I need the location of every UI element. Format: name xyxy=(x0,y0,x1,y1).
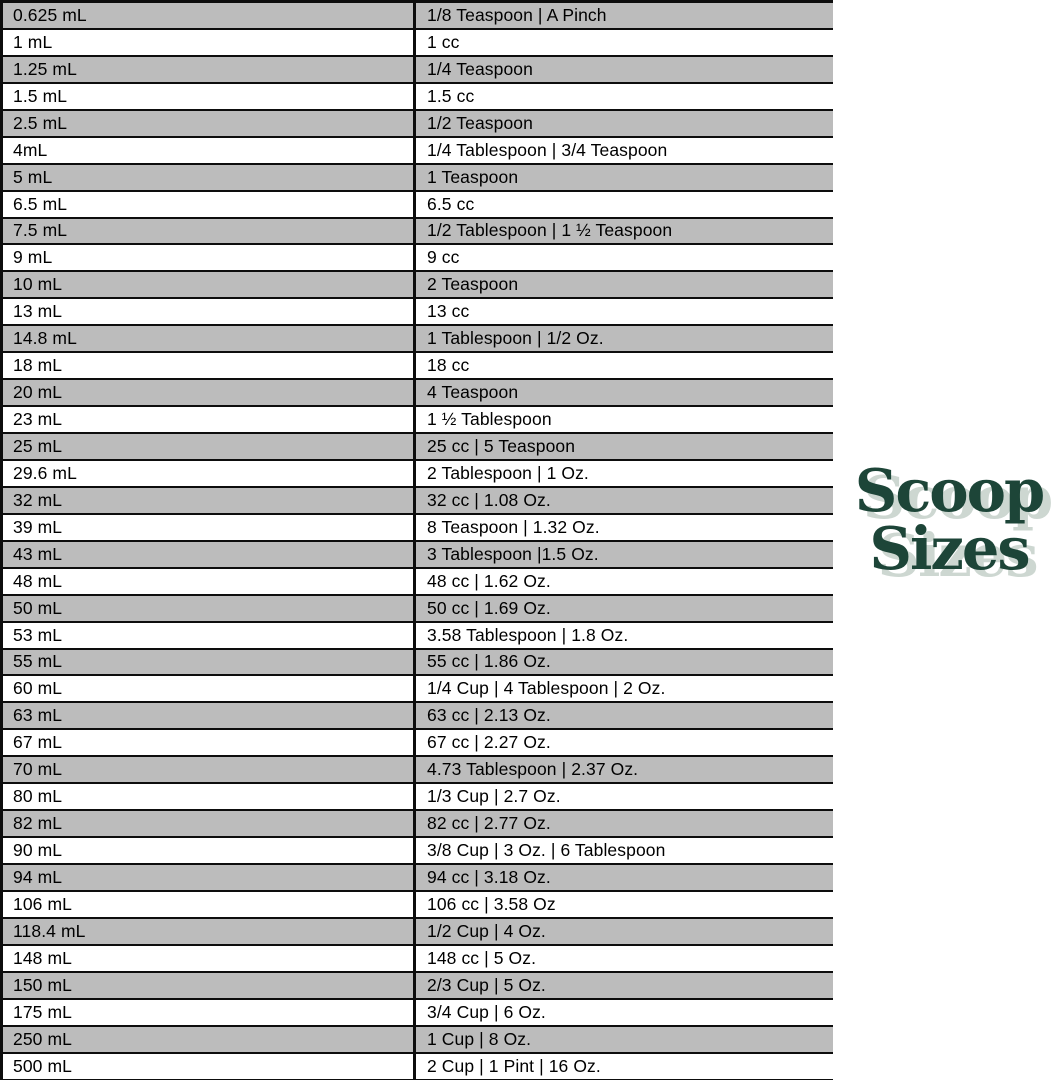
equivalent-cell: 1/2 Teaspoon xyxy=(427,112,533,133)
equivalent-cell: 1/4 Teaspoon xyxy=(427,58,533,79)
equivalent-cell: 1 ½ Tablespoon xyxy=(427,409,552,430)
table-row xyxy=(3,192,833,219)
equivalent-cell: 1 cc xyxy=(427,31,460,52)
ml-cell: 18 mL xyxy=(3,353,416,378)
equivalent-cell: 67 cc | 2.27 Oz. xyxy=(427,732,551,753)
table-row xyxy=(3,380,833,407)
equivalent-cell: 94 cc | 3.18 Oz. xyxy=(427,866,551,887)
ml-cell: 50 mL xyxy=(3,596,416,621)
table-row xyxy=(3,865,833,892)
ml-cell: 500 mL xyxy=(3,1054,416,1079)
table-row xyxy=(3,407,833,434)
table-row xyxy=(3,1000,833,1027)
table-row xyxy=(3,219,833,246)
equivalent-cell: 1/4 Cup | 4 Tablespoon | 2 Oz. xyxy=(427,678,666,699)
equivalent-cell: 4 Teaspoon xyxy=(427,382,519,403)
equivalent-cell: 82 cc | 2.77 Oz. xyxy=(427,813,551,834)
table-row xyxy=(3,299,833,326)
equivalent-cell: 3/4 Cup | 6 Oz. xyxy=(427,1001,546,1022)
table-row xyxy=(3,919,833,946)
ml-cell: 70 mL xyxy=(3,757,416,782)
ml-cell: 148 mL xyxy=(3,946,416,971)
equivalent-cell: 8 Teaspoon | 1.32 Oz. xyxy=(427,516,600,537)
ml-cell: 80 mL xyxy=(3,784,416,809)
table-row xyxy=(3,515,833,542)
table-row xyxy=(3,3,833,30)
equivalent-cell: 32 cc | 1.08 Oz. xyxy=(427,489,551,510)
ml-cell: 1.5 mL xyxy=(3,84,416,109)
ml-cell: 60 mL xyxy=(3,676,416,701)
equivalent-cell: 1/4 Tablespoon | 3/4 Teaspoon xyxy=(427,139,668,160)
ml-cell: 150 mL xyxy=(3,973,416,998)
table-row xyxy=(3,84,833,111)
table-row xyxy=(3,30,833,57)
ml-cell: 1.25 mL xyxy=(3,57,416,82)
ml-cell: 39 mL xyxy=(3,515,416,540)
ml-cell: 10 mL xyxy=(3,272,416,297)
ml-cell: 67 mL xyxy=(3,730,416,755)
ml-cell: 4mL xyxy=(3,138,416,163)
table-row xyxy=(3,892,833,919)
table-row xyxy=(3,676,833,703)
table-row xyxy=(3,784,833,811)
table-row xyxy=(3,57,833,84)
table-row xyxy=(3,703,833,730)
ml-cell: 82 mL xyxy=(3,811,416,836)
equivalent-cell: 50 cc | 1.69 Oz. xyxy=(427,597,551,618)
table-row xyxy=(3,353,833,380)
equivalent-cell: 1 Tablespoon | 1/2 Oz. xyxy=(427,328,604,349)
ml-cell: 53 mL xyxy=(3,623,416,648)
equivalent-cell: 48 cc | 1.62 Oz. xyxy=(427,570,551,591)
ml-cell: 14.8 mL xyxy=(3,326,416,351)
table-row xyxy=(3,326,833,353)
table-row xyxy=(3,730,833,757)
table-row xyxy=(3,542,833,569)
ml-cell: 13 mL xyxy=(3,299,416,324)
table-row xyxy=(3,838,833,865)
equivalent-cell: 1/3 Cup | 2.7 Oz. xyxy=(427,786,561,807)
ml-cell: 90 mL xyxy=(3,838,416,863)
ml-cell: 23 mL xyxy=(3,407,416,432)
table-row xyxy=(3,757,833,784)
table-row xyxy=(3,569,833,596)
ml-cell: 48 mL xyxy=(3,569,416,594)
ml-cell: 1 mL xyxy=(3,30,416,55)
table-row xyxy=(3,488,833,515)
equivalent-cell: 18 cc xyxy=(427,355,470,376)
table-row xyxy=(3,1054,833,1080)
equivalent-cell: 1/8 Teaspoon | A Pinch xyxy=(427,4,607,25)
table-row xyxy=(3,946,833,973)
equivalent-cell: 2 Cup | 1 Pint | 16 Oz. xyxy=(427,1055,601,1076)
equivalent-cell: 25 cc | 5 Teaspoon xyxy=(427,435,576,456)
equivalent-cell: 1 Teaspoon xyxy=(427,166,519,187)
ml-cell: 29.6 mL xyxy=(3,461,416,486)
table-row xyxy=(3,461,833,488)
table-row xyxy=(3,434,833,461)
ml-cell: 94 mL xyxy=(3,865,416,890)
equivalent-cell: 3/8 Cup | 3 Oz. | 6 Tablespoon xyxy=(427,840,666,861)
logo-line-2: Sizes xyxy=(869,514,1029,584)
ml-cell: 9 mL xyxy=(3,245,416,270)
table-row xyxy=(3,165,833,192)
equivalent-cell: 2/3 Cup | 5 Oz. xyxy=(427,974,546,995)
ml-cell: 25 mL xyxy=(3,434,416,459)
equivalent-cell: 1/2 Tablespoon | 1 ½ Teaspoon xyxy=(427,220,673,241)
table-row xyxy=(3,623,833,650)
equivalent-cell: 55 cc | 1.86 Oz. xyxy=(427,651,551,672)
equivalent-cell: 2 Tablespoon | 1 Oz. xyxy=(427,462,589,483)
table-row xyxy=(3,138,833,165)
table-row xyxy=(3,1027,833,1054)
ml-cell: 55 mL xyxy=(3,650,416,675)
table-row xyxy=(3,272,833,299)
equivalent-cell: 2 Teaspoon xyxy=(427,274,519,295)
equivalent-cell: 6.5 cc xyxy=(427,193,475,214)
ml-cell: 250 mL xyxy=(3,1027,416,1052)
ml-cell: 32 mL xyxy=(3,488,416,513)
equivalent-cell: 148 cc | 5 Oz. xyxy=(427,947,537,968)
ml-cell: 20 mL xyxy=(3,380,416,405)
equivalent-cell: 3 Tablespoon |1.5 Oz. xyxy=(427,543,599,564)
equivalent-cell: 9 cc xyxy=(427,247,460,268)
ml-cell: 106 mL xyxy=(3,892,416,917)
ml-cell: 63 mL xyxy=(3,703,416,728)
logo-line-1: Scoop xyxy=(854,456,1044,525)
table-row xyxy=(3,973,833,1000)
equivalent-cell: 1.5 cc xyxy=(427,85,475,106)
equivalent-cell: 13 cc xyxy=(427,301,470,322)
equivalent-cell: 4.73 Tablespoon | 2.37 Oz. xyxy=(427,759,639,780)
ml-cell: 2.5 mL xyxy=(3,111,416,136)
scoop-sizes-logo xyxy=(836,456,1062,584)
equivalent-cell: 63 cc | 2.13 Oz. xyxy=(427,705,551,726)
equivalent-cell: 1 Cup | 8 Oz. xyxy=(427,1028,532,1049)
table-row xyxy=(3,245,833,272)
ml-cell: 7.5 mL xyxy=(3,219,416,244)
ml-cell: 6.5 mL xyxy=(3,192,416,217)
equivalent-cell: 3.58 Tablespoon | 1.8 Oz. xyxy=(427,624,629,645)
ml-cell: 118.4 mL xyxy=(3,919,416,944)
ml-cell: 43 mL xyxy=(3,542,416,567)
ml-cell: 175 mL xyxy=(3,1000,416,1025)
table-row xyxy=(3,650,833,677)
equivalent-cell: 1/2 Cup | 4 Oz. xyxy=(427,920,546,941)
table-row xyxy=(3,596,833,623)
equivalent-cell: 106 cc | 3.58 Oz xyxy=(427,893,556,914)
ml-cell: 0.625 mL xyxy=(3,3,416,28)
table-row xyxy=(3,811,833,838)
ml-cell: 5 mL xyxy=(3,165,416,190)
table-row xyxy=(3,111,833,138)
